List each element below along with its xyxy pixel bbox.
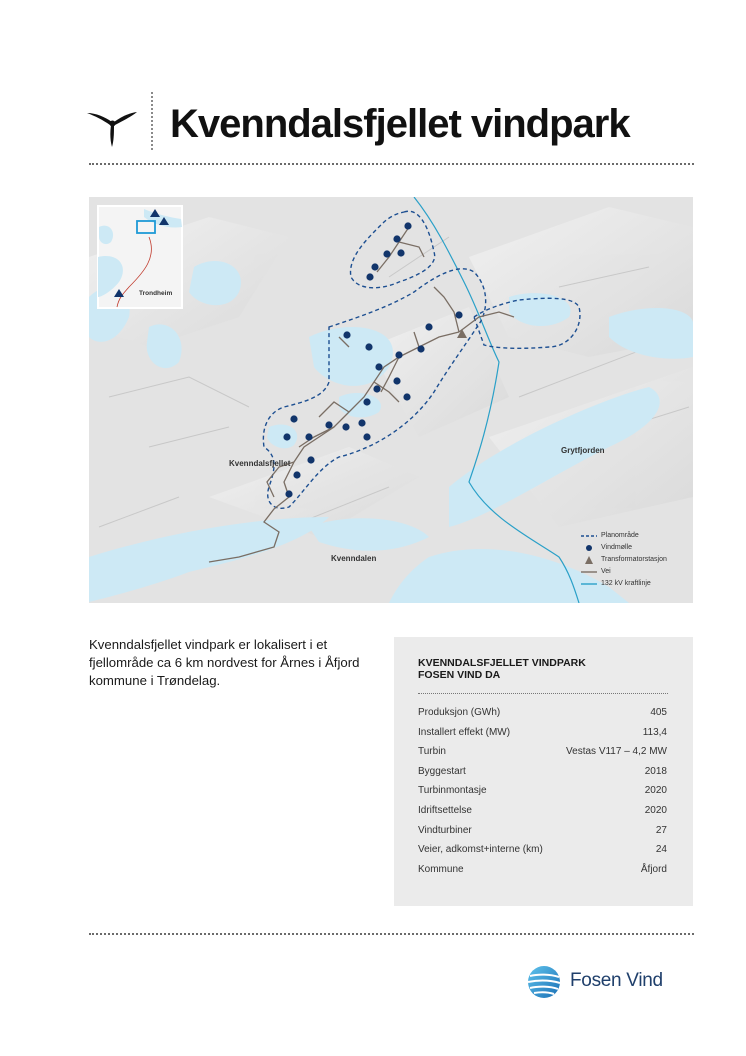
fact-row-veier: [418, 840, 667, 860]
fact-row-idriftsettelse: [418, 801, 667, 821]
legend-item-transformatorstasjon: [581, 554, 667, 566]
fact-row-kommune: [418, 860, 667, 880]
fact-box-divider: [418, 693, 668, 694]
fact-label: Produksjon (GWh): [418, 707, 501, 718]
fact-label: Vindturbiner: [418, 824, 472, 836]
legend-label: 132 kV kraftlinje: [601, 580, 651, 587]
fact-label: Kommune: [418, 863, 464, 875]
footer-divider: [89, 933, 694, 935]
wind-turbine-icon: [84, 100, 140, 148]
fact-label: Idriftsettelse: [418, 804, 472, 816]
fact-box: [394, 637, 693, 906]
fact-box-heading: [418, 657, 586, 681]
legend-label: Planområde: [601, 532, 639, 539]
fact-value: 2020: [644, 804, 667, 816]
logo-wordmark: Fosen Vind: [570, 970, 663, 991]
fosen-vind-logo: [526, 964, 686, 1000]
map-legend: [581, 530, 667, 590]
fact-value: 405: [650, 707, 667, 718]
legend-label: Transformatorstasjon: [601, 556, 667, 563]
fact-label: Turbinmontasje: [418, 785, 487, 797]
fact-value: 113,4: [642, 726, 667, 738]
fact-row-turbin: [418, 742, 667, 762]
page-title: Kvenndalsfjellet vindpark: [170, 102, 630, 146]
fact-row-byggestart: [418, 762, 667, 782]
fact-label: Installert effekt (MW): [418, 726, 511, 738]
fact-row-vindturbiner: [418, 821, 667, 841]
globe-logo-icon: [526, 964, 562, 1000]
inset-label-trondheim: Trondheim: [139, 290, 173, 297]
legend-label: Vei: [601, 568, 611, 575]
legend-item-planomrade: [581, 530, 667, 542]
power-line-icon: [581, 578, 597, 590]
intro-paragraph: Kvenndalsfjellet vindpark er lokalisert i et fjellområde ca 6 km nordvest for Årnes i Åfjord kommune i Trøndelag.: [89, 637, 360, 688]
fact-label: Veier, adkomst+interne (km): [418, 844, 543, 856]
dot-icon: [581, 542, 597, 554]
legend-item-kraftlinje: [581, 578, 667, 590]
label-kvenndalen: Kvenndalen: [331, 554, 377, 563]
dashed-line-icon: [581, 530, 597, 542]
header-divider: [89, 163, 694, 165]
legend-label: Vindmølle: [601, 544, 632, 551]
fact-value: 2020: [644, 785, 667, 797]
fact-table: [418, 703, 667, 879]
fact-value: Åfjord: [640, 863, 667, 875]
fact-row-installert-effekt: [418, 723, 667, 743]
park-map: [89, 197, 693, 603]
legend-item-vei: [581, 566, 667, 578]
fact-label: Turbin: [418, 746, 446, 758]
fact-box-subtitle: FOSEN VIND DA: [418, 669, 501, 681]
fact-value: 2018: [644, 765, 667, 777]
fact-box-title: KVENNDALSFJELLET VINDPARK: [418, 657, 586, 669]
page-header: [84, 92, 704, 154]
fact-row-turbinmontasje: [418, 781, 667, 801]
fact-value: 27: [655, 824, 667, 836]
fact-row-produksjon: [418, 703, 667, 723]
label-grytfjorden: Grytfjorden: [561, 446, 605, 455]
triangle-icon: [581, 554, 597, 566]
header-separator: [151, 92, 153, 150]
legend-item-vindmolle: [581, 542, 667, 554]
label-kvenndalsfjellet: Kvenndalsfjellet: [229, 459, 291, 468]
fact-value: Vestas V117 – 4,2 MW: [566, 746, 667, 758]
fact-value: 24: [655, 844, 667, 856]
fact-label: Byggestart: [418, 765, 466, 777]
road-line-icon: [581, 566, 597, 578]
